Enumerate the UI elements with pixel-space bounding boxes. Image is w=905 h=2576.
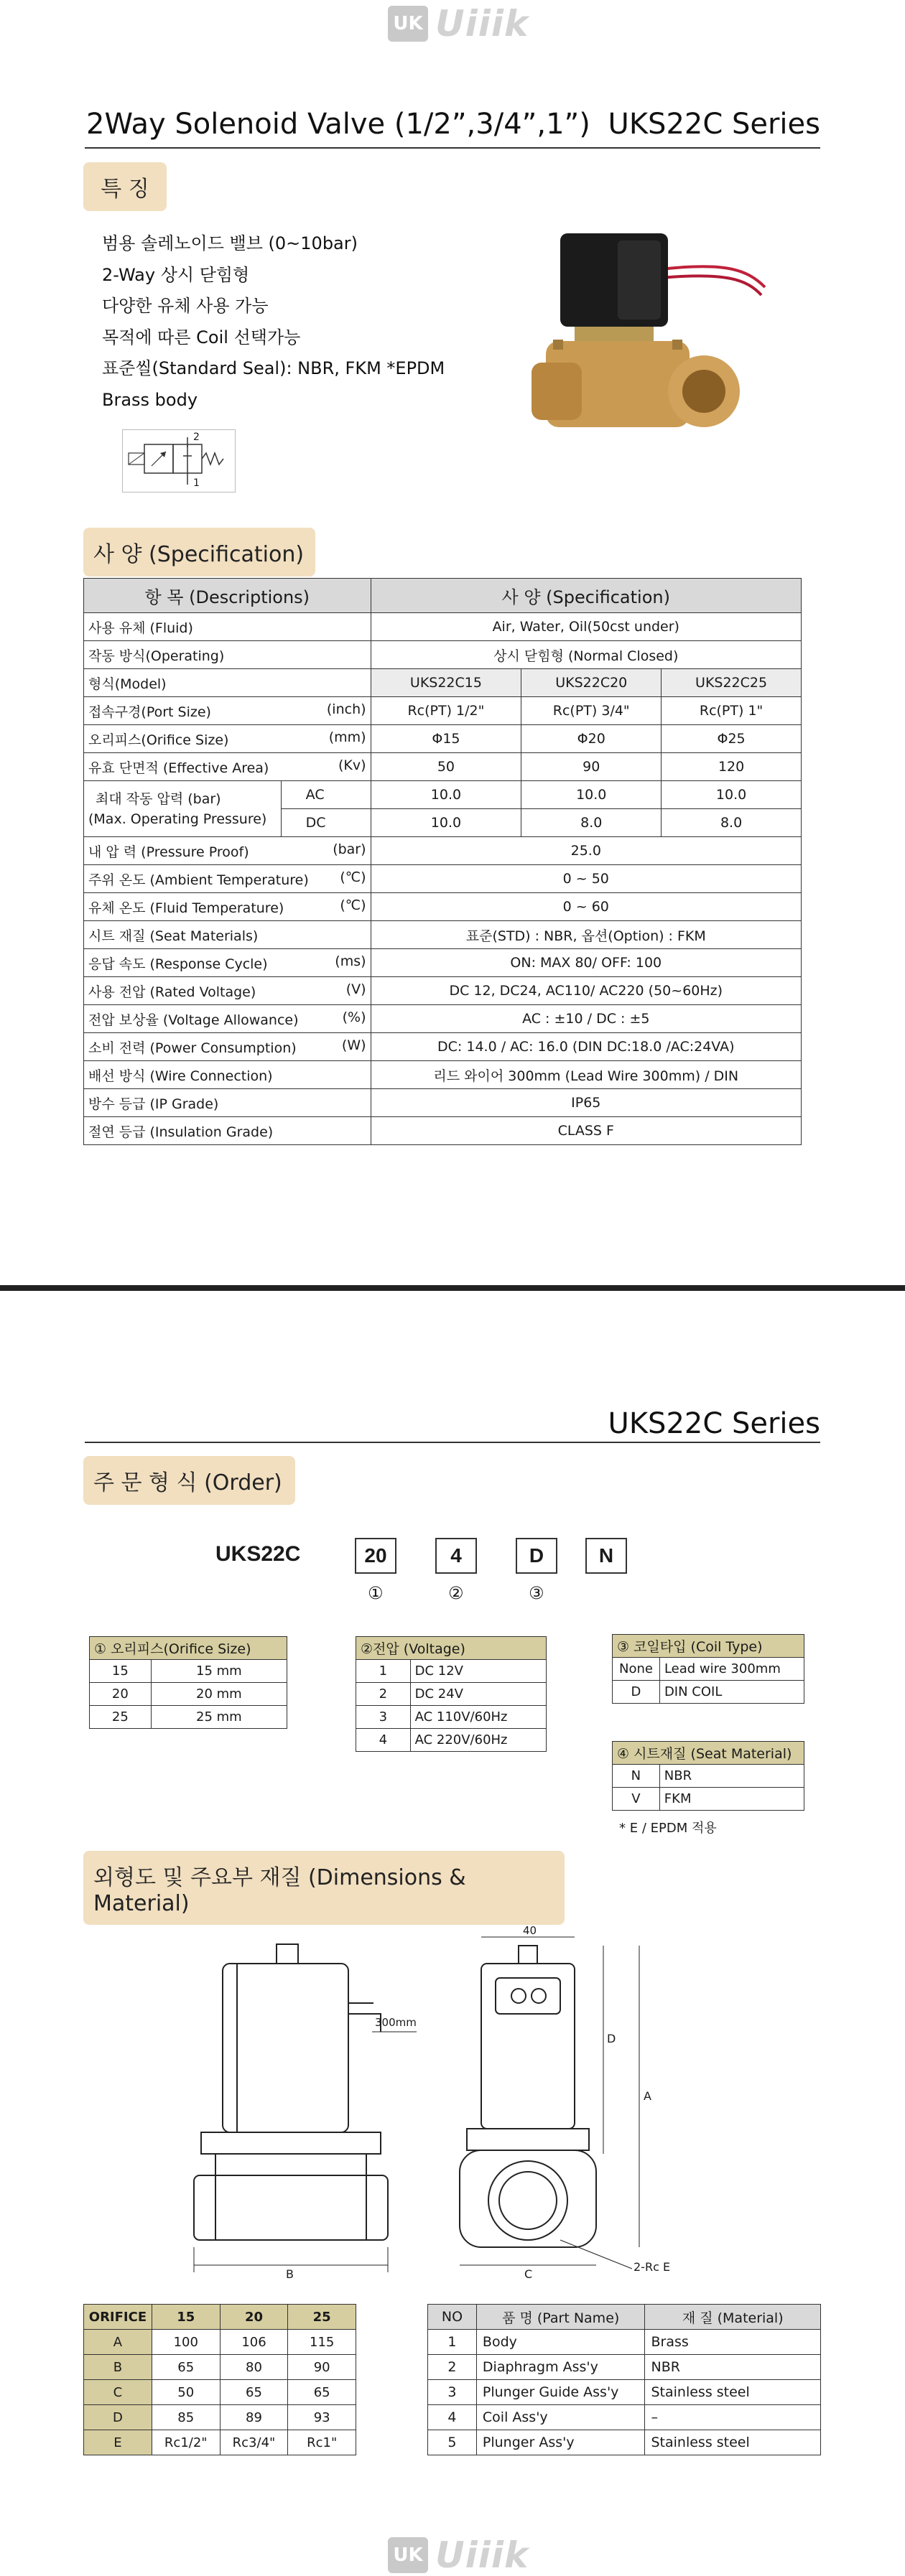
- dim-row-label: A: [84, 2330, 152, 2355]
- feature-item: 표준씰(Standard Seal): NBR, FKM *EPDM: [102, 358, 445, 379]
- order-box-voltage: 4: [435, 1538, 477, 1574]
- allow-value: AC : ±10 / DC : ±5: [371, 1005, 801, 1033]
- series-title: UKS22C Series: [608, 108, 820, 141]
- orifice-table-wrap: [89, 1636, 287, 1729]
- port-label-cell: [84, 697, 371, 725]
- mat-header-material: 재 질 (Material): [645, 2305, 821, 2330]
- page-title: 2Way Solenoid Valve (1/2”,3/4”,1”): [86, 108, 590, 141]
- port-label: 접속구경(Port Size): [88, 704, 211, 720]
- fluid-value: Air, Water, Oil(50cst under): [371, 613, 801, 641]
- seat-desc: NBR: [659, 1765, 804, 1788]
- marker-2: ②: [448, 1583, 464, 1603]
- dim-label-c: C: [524, 2267, 533, 2281]
- row-wire: [84, 1061, 802, 1089]
- row-ip: [84, 1089, 802, 1117]
- order-heading: 주 문 형 식 (Order): [83, 1456, 295, 1505]
- dim-value: Rc3/4": [220, 2430, 288, 2455]
- ac-label: AC: [281, 781, 371, 809]
- response-label-cell: [84, 949, 371, 977]
- dim-value: 93: [288, 2405, 356, 2430]
- ambient-value: 0 ~ 50: [371, 865, 801, 893]
- mat-part: Diaphragm Ass'y: [476, 2355, 645, 2380]
- seat-code: N: [613, 1765, 660, 1788]
- row-area: [84, 753, 802, 781]
- voltage-table-wrap: [356, 1636, 547, 1752]
- dim-header-orifice: ORIFICE: [84, 2305, 152, 2330]
- mat-header-no: NO: [428, 2305, 477, 2330]
- row-voltage: [84, 977, 802, 1005]
- pressure-label-cell: [84, 781, 282, 837]
- mat-material: Stainless steel: [645, 2430, 821, 2455]
- model-label: 형식(Model): [84, 669, 371, 697]
- voltage-label-cell: [84, 977, 371, 1005]
- row-port: [84, 697, 802, 725]
- coil-table-wrap: [612, 1634, 804, 1704]
- proof-label: 내 압 력 (Pressure Proof): [88, 844, 249, 860]
- dim-value: 65: [288, 2380, 356, 2405]
- dim-header-25: 25: [288, 2305, 356, 2330]
- area-20: 90: [521, 753, 662, 781]
- orifice-25: Φ25: [662, 725, 802, 753]
- model-25: UKS22C25: [662, 669, 802, 697]
- dim-label-port: 2-Rc E: [634, 2260, 671, 2274]
- mat-no: 5: [428, 2430, 477, 2455]
- ambient-label: 주위 온도 (Ambient Temperature): [88, 872, 309, 888]
- coil-table: [612, 1634, 804, 1704]
- area-15: 50: [371, 753, 521, 781]
- marker-3: ③: [529, 1583, 544, 1603]
- ip-value: IP65: [371, 1089, 801, 1117]
- voltage-desc: DC 24V: [410, 1683, 546, 1706]
- seat-table-title: ④ 시트재질 (Seat Material): [613, 1742, 804, 1765]
- voltage-table: [356, 1636, 547, 1752]
- orifice-code: 15: [90, 1660, 152, 1683]
- coil-desc: DIN COIL: [659, 1681, 804, 1704]
- voltage-unit: (V): [345, 981, 366, 997]
- response-unit: (ms): [335, 953, 366, 969]
- fluid-label: 사용 유체 (Fluid): [84, 613, 371, 641]
- voltage-code: 3: [356, 1706, 411, 1729]
- voltage-label: 사용 전압 (Rated Voltage): [88, 984, 256, 1000]
- dim-value: 65: [152, 2355, 220, 2380]
- mat-no: 4: [428, 2405, 477, 2430]
- dim-value: 89: [220, 2405, 288, 2430]
- dim-value: 100: [152, 2330, 220, 2355]
- pressure-dc-20: 8.0: [521, 809, 662, 837]
- row-proof: [84, 837, 802, 865]
- fluidtemp-unit: (℃): [340, 897, 366, 913]
- dc-label: DC: [281, 809, 371, 837]
- dim-row-label: D: [84, 2405, 152, 2430]
- spec-header-row: [84, 579, 802, 613]
- port-label-2: 2: [193, 431, 200, 443]
- fluidtemp-value: 0 ~ 60: [371, 893, 801, 921]
- port-label-1: 1: [193, 477, 200, 489]
- dim-value: 90: [288, 2355, 356, 2380]
- voltage-desc: DC 12V: [410, 1660, 546, 1683]
- ip-label: 방수 등급 (IP Grade): [84, 1089, 371, 1117]
- product-image: [532, 219, 776, 463]
- feature-item: 목적에 따른 Coil 선택가능: [102, 327, 301, 347]
- orifice-label: 오리피스(Orifice Size): [88, 732, 229, 748]
- allow-unit: (%): [342, 1009, 366, 1025]
- fluidtemp-label: 유체 온도 (Fluid Temperature): [88, 900, 284, 916]
- spec-heading: 사 양 (Specification): [83, 528, 315, 577]
- area-label: 유효 단면적 (Effective Area): [88, 760, 269, 776]
- power-label: 소비 전력 (Power Consumption): [88, 1040, 297, 1056]
- order-box-seat: N: [585, 1538, 627, 1574]
- orifice-15: Φ15: [371, 725, 521, 753]
- area-25: 120: [662, 753, 802, 781]
- row-fluid: [84, 613, 802, 641]
- port-20: Rc(PT) 3/4": [521, 697, 662, 725]
- drawing-side: [452, 1924, 725, 2290]
- mat-part: Body: [476, 2330, 645, 2355]
- pressure-ac-20: 10.0: [521, 781, 662, 809]
- coil-desc: Lead wire 300mm: [659, 1658, 804, 1681]
- dim-value: 65: [220, 2380, 288, 2405]
- proof-value: 25.0: [371, 837, 801, 865]
- dim-value: 106: [220, 2330, 288, 2355]
- dim-header-15: 15: [152, 2305, 220, 2330]
- model-20: UKS22C20: [521, 669, 662, 697]
- area-unit: (Kv): [338, 757, 366, 773]
- mat-material: NBR: [645, 2355, 821, 2380]
- row-pressure-ac: [84, 781, 802, 809]
- coil-code: D: [613, 1681, 660, 1704]
- ambient-unit: (℃): [340, 869, 366, 885]
- orifice-desc: 15 mm: [151, 1660, 287, 1683]
- brand-logo-footer: [388, 2534, 529, 2576]
- dim-label-width: 40: [523, 1924, 537, 1937]
- spec-table-wrap: [83, 578, 802, 1145]
- page-divider: [0, 1285, 905, 1291]
- seat-code: V: [613, 1788, 660, 1811]
- dim-row-label: B: [84, 2355, 152, 2380]
- wire-value: 리드 와이어 300mm (Lead Wire 300mm) / DIN: [371, 1061, 801, 1089]
- row-fluid-temp: [84, 893, 802, 921]
- operating-value: 상시 닫힘형 (Normal Closed): [371, 641, 801, 669]
- row-model: [84, 669, 802, 697]
- response-label: 응답 속도 (Response Cycle): [88, 956, 268, 972]
- col-desc: 항 목 (Descriptions): [84, 579, 371, 613]
- seat-table: [612, 1741, 804, 1811]
- dim-label-b: B: [286, 2267, 294, 2281]
- ambient-label-cell: [84, 865, 371, 893]
- seat-label: 시트 재질 (Seat Materials): [84, 921, 371, 949]
- mat-no: 2: [428, 2355, 477, 2380]
- mat-no: 3: [428, 2380, 477, 2405]
- power-label-cell: [84, 1033, 371, 1061]
- orifice-code: 20: [90, 1683, 152, 1706]
- mat-no: 1: [428, 2330, 477, 2355]
- voltage-desc: AC 110V/60Hz: [410, 1706, 546, 1729]
- dim-value: Rc1/2": [152, 2430, 220, 2455]
- pressure-label: 최대 작동 압력 (bar): [96, 790, 221, 807]
- logo-mark: UK: [388, 6, 428, 42]
- feature-item: Brass body: [102, 389, 198, 410]
- operating-label: 작동 방식(Operating): [84, 641, 371, 669]
- row-power: [84, 1033, 802, 1061]
- order-box-coil: D: [516, 1538, 557, 1574]
- col-spec: 사 양 (Specification): [371, 579, 801, 613]
- voltage-desc: AC 220V/60Hz: [410, 1729, 546, 1752]
- mat-part: Plunger Guide Ass'y: [476, 2380, 645, 2405]
- fluidtemp-label-cell: [84, 893, 371, 921]
- insul-value: CLASS F: [371, 1117, 801, 1145]
- proof-unit: (bar): [333, 841, 366, 857]
- dim-value: Rc1": [288, 2430, 356, 2455]
- lead-length-label: 300mm: [375, 2016, 417, 2029]
- dim-value: 50: [152, 2380, 220, 2405]
- wire-label: 배선 방식 (Wire Connection): [84, 1061, 371, 1089]
- orifice-table-title: ① 오리피스(Orifice Size): [90, 1637, 287, 1660]
- pressure-label-en: (Max. Operating Pressure): [88, 811, 267, 827]
- title-rule: [85, 147, 820, 149]
- mat-material: Brass: [645, 2330, 821, 2355]
- dim-row-label: C: [84, 2380, 152, 2405]
- row-seat: [84, 921, 802, 949]
- order-base-code: UKS22C: [215, 1542, 301, 1566]
- allow-label-cell: [84, 1005, 371, 1033]
- power-value: DC: 14.0 / AC: 16.0 (DIN DC:18.0 /AC:24VA): [371, 1033, 801, 1061]
- coil-code: None: [613, 1658, 660, 1681]
- marker-1: ①: [368, 1583, 384, 1603]
- pressure-dc-15: 10.0: [371, 809, 521, 837]
- features-heading: 특 징: [83, 162, 167, 211]
- mat-part: Plunger Ass'y: [476, 2430, 645, 2455]
- material-table-wrap: [427, 2304, 821, 2455]
- feature-item: 범용 솔레노이드 밸브 (0~10bar): [102, 233, 358, 253]
- row-operating: [84, 641, 802, 669]
- row-response: [84, 949, 802, 977]
- dimension-table: [83, 2304, 356, 2455]
- features-list: [102, 228, 445, 416]
- row-ambient: [84, 865, 802, 893]
- dim-header-20: 20: [220, 2305, 288, 2330]
- pressure-ac-15: 10.0: [371, 781, 521, 809]
- mat-part: Coil Ass'y: [476, 2405, 645, 2430]
- series-title-2: UKS22C Series: [608, 1407, 820, 1440]
- voltage-value: DC 12, DC24, AC110/ AC220 (50~60Hz): [371, 977, 801, 1005]
- order-box-orifice: 20: [355, 1538, 396, 1574]
- logo-text: Uiiik: [435, 3, 529, 45]
- orifice-20: Φ20: [521, 725, 662, 753]
- port-25: Rc(PT) 1": [662, 697, 802, 725]
- dim-label-a: A: [644, 2089, 651, 2103]
- proof-label-cell: [84, 837, 371, 865]
- seat-value: 표준(STD) : NBR, 옵션(Option) : FKM: [371, 921, 801, 949]
- orifice-code: 25: [90, 1706, 152, 1729]
- dim-label-d: D: [607, 2032, 616, 2045]
- mat-material: Stainless steel: [645, 2380, 821, 2405]
- row-orifice: [84, 725, 802, 753]
- dim-value: 115: [288, 2330, 356, 2355]
- pressure-dc-25: 8.0: [662, 809, 802, 837]
- feature-item: 다양한 유체 사용 가능: [102, 296, 269, 317]
- dimensions-heading: 외형도 및 주요부 재질 (Dimensions & Material): [83, 1851, 565, 1925]
- orifice-label-cell: [84, 725, 371, 753]
- allow-label: 전압 보상율 (Voltage Allowance): [88, 1012, 299, 1028]
- voltage-code: 4: [356, 1729, 411, 1752]
- orifice-unit: (mm): [328, 729, 366, 745]
- seat-note: * E / EPDM 적용: [619, 1821, 717, 1836]
- logo-text: Uiiik: [435, 2534, 529, 2576]
- row-insulation: [84, 1117, 802, 1145]
- voltage-code: 1: [356, 1660, 411, 1683]
- feature-item: 2-Way 상시 닫힘형: [102, 264, 250, 285]
- response-value: ON: MAX 80/ OFF: 100: [371, 949, 801, 977]
- port-15: Rc(PT) 1/2": [371, 697, 521, 725]
- row-allowance: [84, 1005, 802, 1033]
- material-table: [427, 2304, 821, 2455]
- dim-table-wrap: [83, 2304, 356, 2455]
- drawing-front: [172, 1938, 417, 2290]
- orifice-desc: 20 mm: [151, 1683, 287, 1706]
- model-15: UKS22C15: [371, 669, 521, 697]
- voltage-code: 2: [356, 1683, 411, 1706]
- logo-mark: UK: [388, 2537, 428, 2573]
- dim-value: 80: [220, 2355, 288, 2380]
- brand-logo: [388, 3, 529, 45]
- voltage-table-title: ②전압 (Voltage): [356, 1637, 547, 1660]
- insul-label: 절연 등급 (Insulation Grade): [84, 1117, 371, 1145]
- orifice-table: [89, 1636, 287, 1729]
- area-label-cell: [84, 753, 371, 781]
- valve-symbol: [122, 429, 236, 493]
- seat-table-wrap: [612, 1741, 804, 1811]
- orifice-desc: 25 mm: [151, 1706, 287, 1729]
- coil-table-title: ③ 코일타입 (Coil Type): [613, 1635, 804, 1658]
- port-unit: (inch): [326, 701, 366, 717]
- title-rule-2: [85, 1442, 820, 1443]
- dim-value: 85: [152, 2405, 220, 2430]
- pressure-ac-25: 10.0: [662, 781, 802, 809]
- power-unit: (W): [341, 1037, 366, 1053]
- mat-material: –: [645, 2405, 821, 2430]
- seat-desc: FKM: [659, 1788, 804, 1811]
- mat-header-part: 품 명 (Part Name): [476, 2305, 645, 2330]
- spec-table: [83, 578, 802, 1145]
- dim-row-label: E: [84, 2430, 152, 2455]
